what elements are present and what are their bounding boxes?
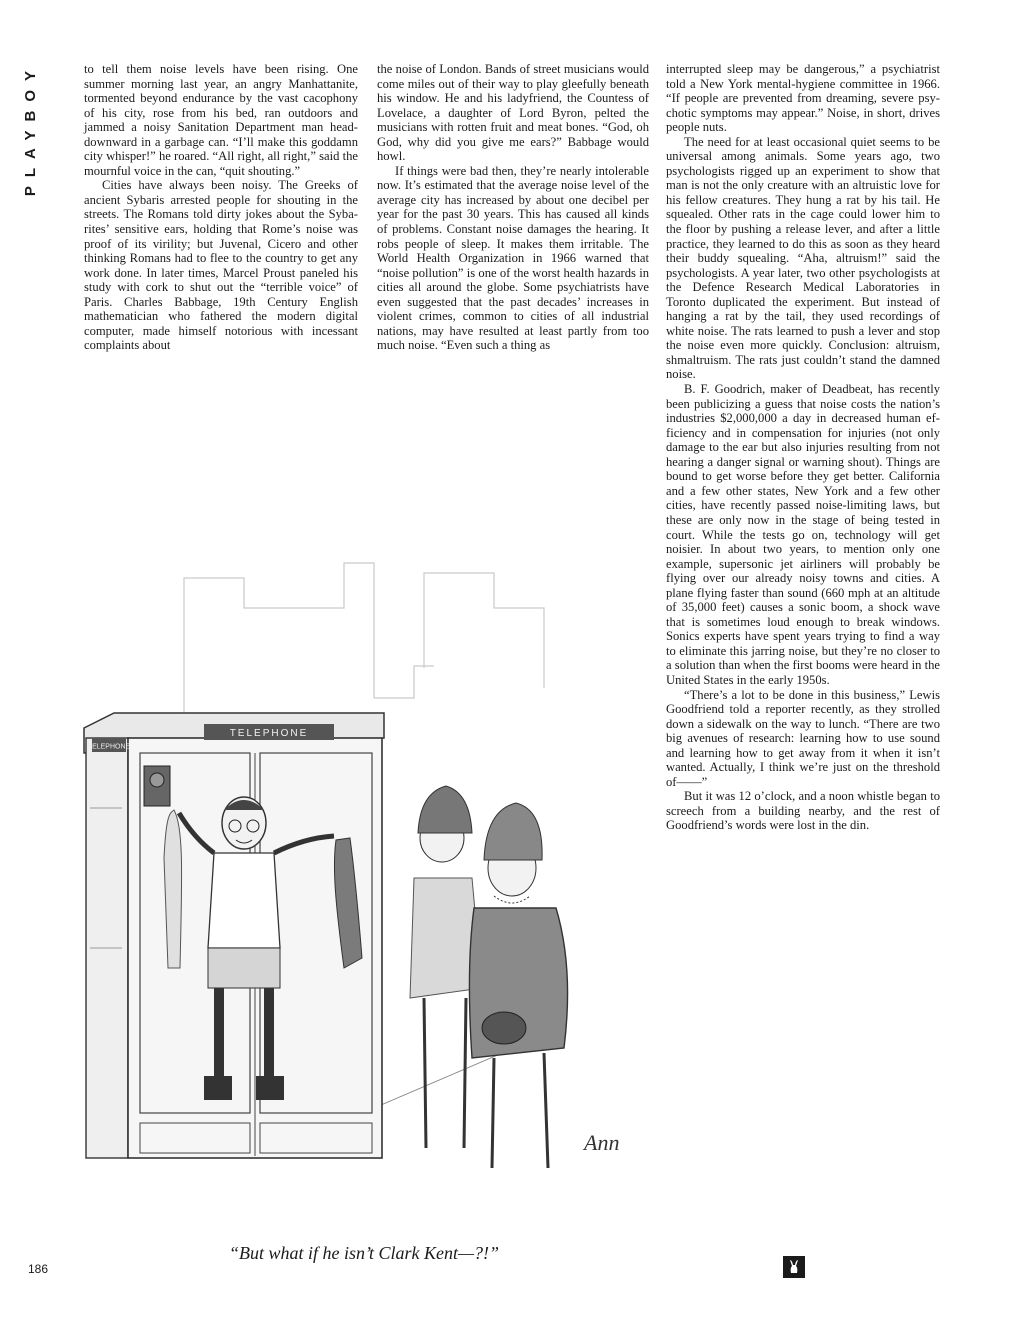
artist-signature: Ann (584, 1130, 620, 1155)
woman-left-hat (418, 786, 472, 833)
background-buildings (184, 563, 544, 723)
paragraph: The need for at least occasional quiet seems to be universal among animals. Some years ago, two psychologists rigged up an experiment to show that man is not the only creature with an altruistic love for his fellow creatures. They hung a rat by his tail. He squealed. Other rats in the cage could lower him to the floor by pushing a release lever, and after a little practice, they learned to do this as soon as they heard their buddy squealing. “Aha, altruism!” said the psychologists. A year later, two other psychologists at the Defence Research Medical Laboratories in Toronto duplicated the experiment. But instead of hanging a rat by the tail, they used recordings of white noise. The rats learned to push a lever and stop the noise even more quickly. Conclusion: altruism, shmaltruism. The rats just couldn’t stand the damned noise. (666, 134, 940, 382)
shorts (208, 948, 280, 988)
bunny-end-mark-icon (783, 1256, 805, 1278)
article-column-1 (84, 62, 358, 353)
cartoon-illustration (74, 548, 654, 1208)
magazine-masthead (22, 62, 48, 222)
booth-side-sign-text: TELEPHONE (87, 743, 131, 751)
paragraph: B. F. Goodrich, maker of Deadbeat, has recently been publicizing a guess that noise costs the nation’s industries $2,000,000 a day in decreased human efficiency and in compensation for injuries (not only damage to the ear but also injuries resulting from not hearing a danger signal or warning shout). Things are bound to get worse before they get better. California and a few other states, New York and a few other cities, have recently passed noise-limiting laws, but these are only now in the stage of being tested in court. While the tests go on, technology will get noisier. In about two years, to mention only one example, supersonic jet airliners will probably be flying over our already noisy towns and cities. A plane flying faster than sound (660 mph at an altitude of 35,000 feet) causes a sonic boom, a shock wave that is sometimes loud enough to break windows. Sonics experts have spent years trying to find a way to eliminate this jarring noise, but they’re no closer to a solution than when the first booms were heard in the United States in the early 1950s. (666, 382, 940, 687)
paragraph: Cities have always been noisy. The Greeks of ancient Sybaris arrested people for shouting in the streets. The Romans told dirty jokes about the Sybarites’ sensitive ears, holding that Rome’s noise was proof of its virility; but Juvenal, Cicero and other thinking Romans had to flee to the country to get any work done. In later times, Marcel Proust paneled his study with cork to shut out the “terrible voice” of Paris. Charles Babbage, 19th Century English mathematician who fathered the modern digital computer, made himself notorious with incessant complaints about (84, 178, 358, 353)
article-column-3 (666, 62, 940, 833)
undershirt (208, 853, 280, 948)
two-women (410, 786, 568, 1168)
article-column-2 (377, 62, 649, 353)
paragraph: If things were bad then, they’re nearly intolerable now. It’s estimated that the average noise level of the average city has increased by about one decibel per year for the past 30 years. This has caused all kinds of problems. Constant noise damages the hearing. It robs people of sleep. It makes them irritable. The World Health Organization in 1966 warned that “noise pollution” is one of the worst health hazards in cities all around the globe. Some psychiatrists have even suggested that the past decades’ increases in violent crimes, common to cities of all industrial nations, may have resulted at least partly from too much noise. “Even such a thing as (377, 163, 649, 353)
paragraph: to tell them noise levels have been rising. One summer morning last year, an angry Manhattanite, tormented beyond endurance by the vast cacophony of his city, rose from his bed, ran outdoors and jammed a noisy Sanitation Department man head-downward in a garbage can. “I’ll make this goddamn city whisper!” he roared. “All right, all right,” said the mournful voice in the can, “quit shouting.” (84, 62, 358, 178)
paragraph: But it was 12 o’clock, and a noon whistle began to screech from a building nearby, and the rest of Goodfriend’s words were lost in the din. (666, 789, 940, 833)
booth-front-sign-text: TELEPHONE (229, 728, 309, 739)
paragraph: the noise of London. Bands of street musicians would come miles out of their way to play gleefully beneath his window. He and his ladyfriend, the Countess of Lovelace, a daughter of Lord Byron, pelted the musicians with rotten fruit and meat bones. “God, oh God, why did you give me ears?” Babbage would howl. (377, 62, 649, 164)
page-number: 186 (28, 1262, 49, 1276)
woman-right-hat (484, 803, 542, 860)
handbag (482, 1012, 526, 1044)
paragraph: “There’s a lot to be done in this business,” Lewis Goodfriend told a reporter recently, as they strolled down a sidewalk on the way to lunch. “There are two big avenues of research: learning how to use sound and learning how to get away from it when it isn’t wanted. Actually, I think we’re just on the threshold of——” (666, 687, 940, 789)
cartoon-caption: “But what if he isn’t Clark Kent—?!” (228, 1243, 500, 1263)
masthead-text: PLAYBOY (22, 62, 39, 197)
paragraph: interrupted sleep may be dangerous,” a psychiatrist told a New York mental-hygiene committee in 1966. “If people are prevented from dreaming, severe psychotic symptoms may appear.” Noise, in short, drives people nuts. (666, 62, 940, 135)
